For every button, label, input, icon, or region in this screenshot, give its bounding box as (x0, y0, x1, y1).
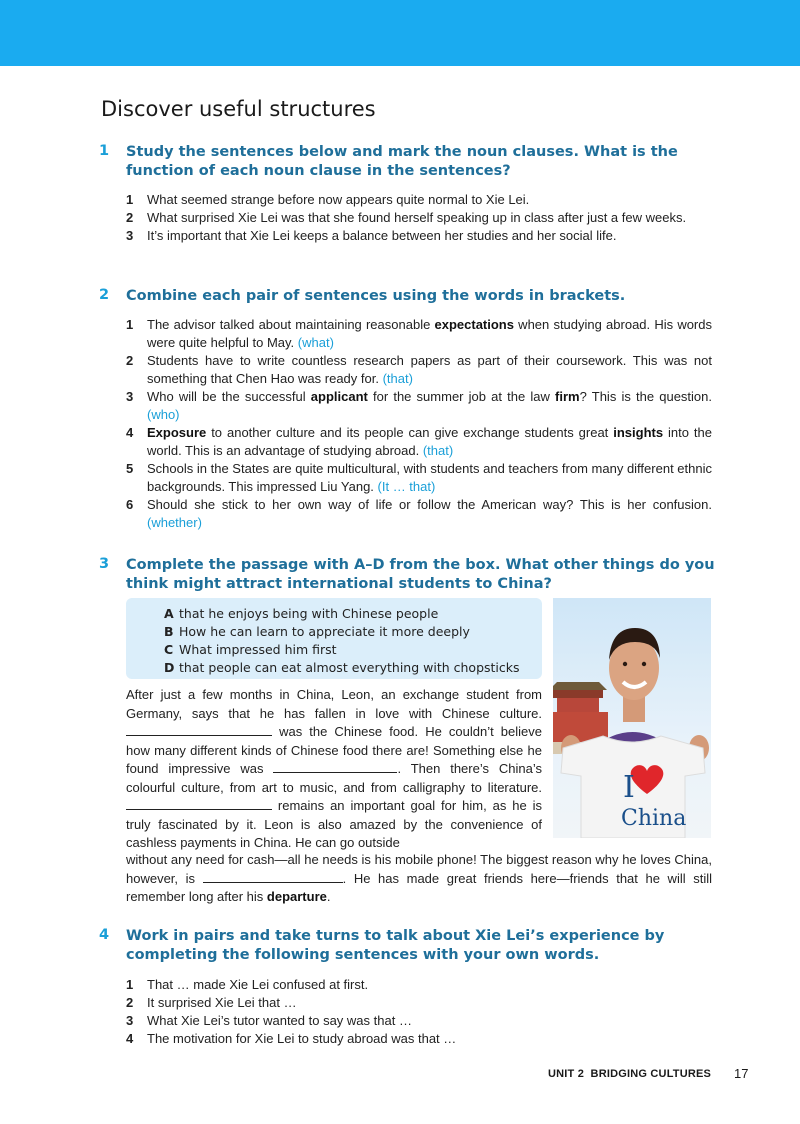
exercise-1-heading: Study the sentences below and mark the noun clauses. What is the function of each noun clause in the sentences? (126, 144, 678, 179)
shirt-letter-i: I (623, 770, 635, 805)
exercise-3-number: 3 (99, 556, 110, 572)
exercise-1-number: 1 (99, 143, 110, 159)
list-item: 5 Schools in the States are quite multicultural, with students and teachers from many different ethnic backgrounds. This impressed Liu Yang. (It … that) (126, 461, 712, 494)
answer-blank[interactable] (203, 871, 343, 883)
option-b: B How he can learn to appreciate it more deeply (164, 624, 470, 639)
student-photo (553, 598, 711, 838)
exercise-4-number: 4 (99, 927, 110, 943)
list-item: 4 The motivation for Xie Lei to study abroad was that … (126, 1031, 457, 1046)
list-item: 3 What Xie Lei’s tutor wanted to say was that … (126, 1013, 412, 1028)
option-c: C What impressed him first (164, 642, 337, 657)
option-a: A that he enjoys being with Chinese people (164, 606, 439, 621)
exercise-3-heading: Complete the passage with A–D from the box. What other things do you think might attract international students to China? (126, 557, 715, 592)
answer-blank[interactable] (273, 761, 397, 773)
list-item: 2 It surprised Xie Lei that … (126, 995, 297, 1010)
exercise-2-list (126, 316, 712, 532)
top-color-band (0, 0, 800, 66)
list-item: 2 What surprised Xie Lei was that she found herself speaking up in class after just a few weeks. (126, 210, 687, 225)
exercise-2-number: 2 (99, 287, 110, 303)
exercise-1-list (126, 191, 712, 245)
answer-blank[interactable] (126, 724, 272, 736)
option-box (126, 598, 542, 679)
list-item: 3 It’s important that Xie Lei keeps a balance between her studies and her social life. (126, 228, 617, 243)
list-item: 4 Exposure to another culture and its people can give exchange students great insights into the world. This is an advantage of studying abroad. (that) (126, 425, 712, 458)
list-item: 2 Students have to write countless research papers as part of their coursework. This was not something that Chen Hao was ready for. (that) (126, 353, 712, 386)
section-title: Discover useful structures (101, 97, 376, 121)
exercise-4-list (126, 976, 712, 1048)
exercise-4-heading: Work in pairs and take turns to talk about Xie Lei’s experience by completing the following sentences with your own words. (126, 928, 665, 963)
list-item: 3 Who will be the successful applicant for the summer job at the law firm? This is the question. (who) (126, 389, 712, 422)
list-item: 1 That … made Xie Lei confused at first. (126, 977, 369, 992)
passage-text: After just a few months in China, Leon, an exchange student from Germany, says that he has fallen in love with Chinese culture. was the Chinese food. He couldn’t believe how many different kinds of Chinese food there are! Something else he found impressive was . Then there’s China’s colourful culture, from art to music, and from calligraphy to literature. remains an important goal for him, as he is truly fascinated by it. Leon is also amazed by the convenience of cashless payments in China. He can go outside (126, 687, 542, 850)
list-item: 1 What seemed strange before now appears quite normal to Xie Lei. (126, 192, 530, 207)
answer-blank[interactable] (126, 798, 272, 810)
footer-unit-title: UNIT 2 BRIDGING CULTURES (548, 1068, 712, 1080)
shirt-text-china: China (621, 806, 687, 831)
option-d: D that people can eat almost everything with chopsticks (164, 660, 520, 675)
page-number: 17 (734, 1066, 749, 1081)
exercise-2-heading: Combine each pair of sentences using the words in brackets. (126, 288, 626, 304)
list-item: 1 The advisor talked about maintaining reasonable expectations when studying abroad. His words were quite helpful to May. (what) (126, 317, 712, 350)
passage-text-continued: without any need for cash—all he needs is his mobile phone! The biggest reason why he loves China, however, is . He has made great friends here—friends that he will still remember long after his departure. (126, 852, 712, 904)
list-item: 6 Should she stick to her own way of life or follow the American way? This is her confusion. (whether) (126, 497, 712, 530)
